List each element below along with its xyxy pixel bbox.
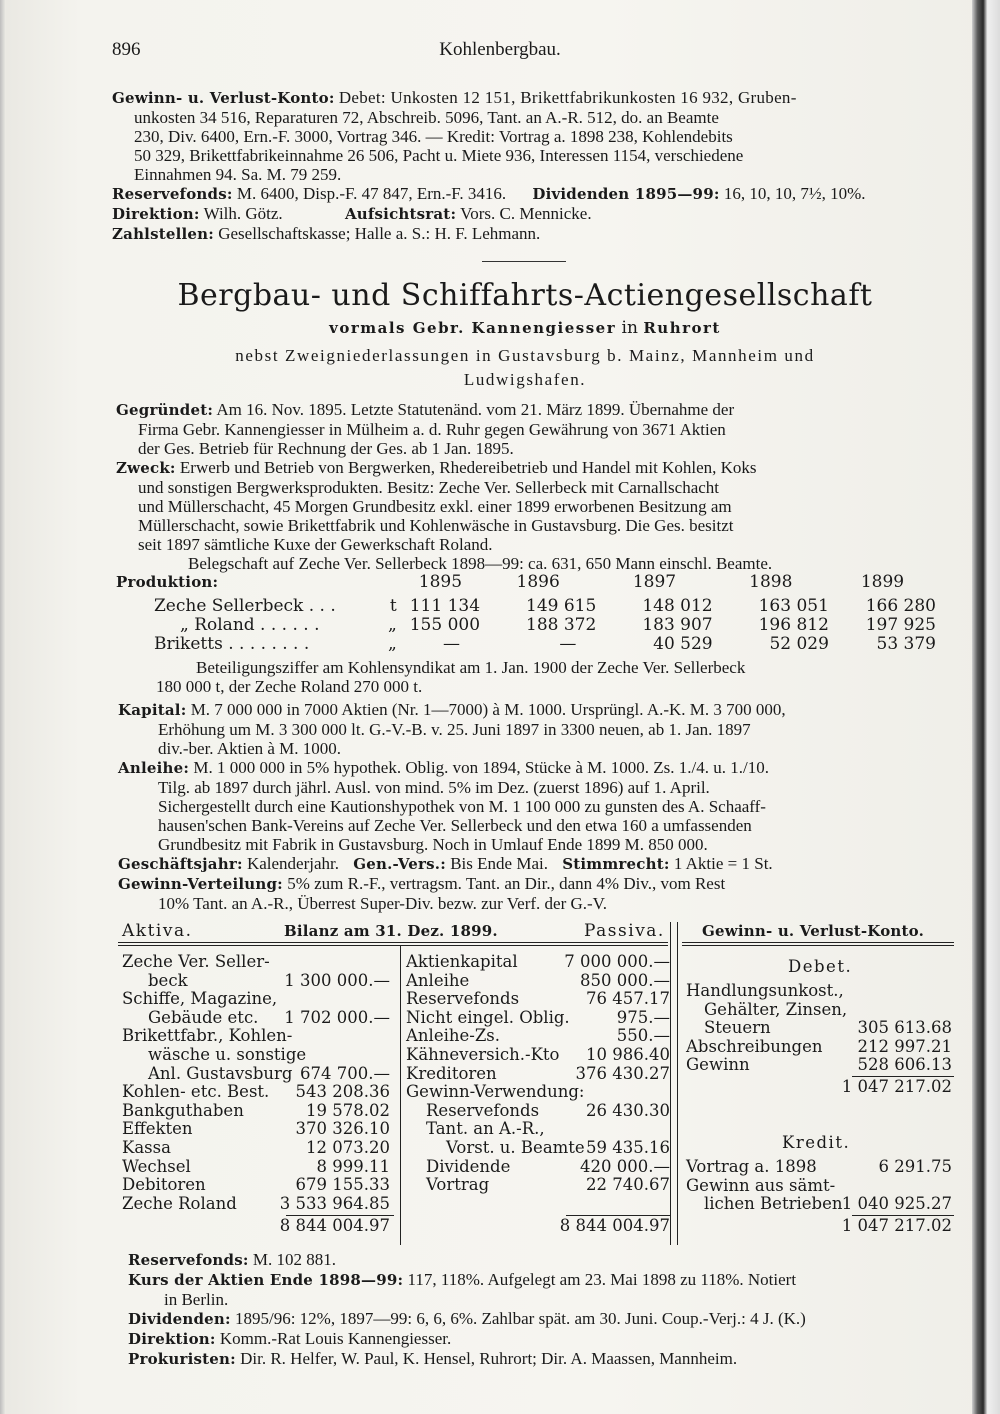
founded-line-1: Firma Gebr. Kannengiesser in Mülheim a. d. Ruhr gegen Gewährung von 3671 Aktien [138,420,726,439]
prev-res-text: M. 6400, Disp.-F. 47 847, Ern.-F. 3416. [236,184,507,203]
gv-text: Bis Ende Mai. [450,854,548,873]
passiva-item-label: Vorst. u. Beamte [446,1138,585,1157]
debet-item-value: 212 997.21 [857,1036,952,1056]
passiva-item-label: Kähneversich.-Kto [406,1045,560,1064]
passiva-item-label: Reservefonds [406,989,520,1009]
aktiva-item-label: Effekten [122,1119,193,1139]
aktiva-item-value: 1 702 000.— [284,1007,390,1027]
footer-kurs-text: 117, 118%. Aufgelegt am 23. Mai 1898 zu 118%. Notiert [407,1270,797,1289]
footer-div-text: 1895/96: 12%, 1897—99: 6, 6, 6%. Zahlbar spät. am 30. Juni. Coup.-Verj.: 4 J. (K.) [234,1309,806,1328]
debet-item-label: Gewinn [686,1055,750,1075]
aktiva-total: 8 844 004.97 [279,1216,390,1236]
passiva-item-value: 26 430.30 [586,1100,670,1120]
prev-dir-label: Direktion: [112,205,200,223]
debet-item-value: 305 613.68 [857,1018,952,1038]
production-cell: 196 812 [758,615,829,635]
footer-prok-text: Dir. R. Helfer, W. Paul, K. Hensel, Ruhrort; Dir. A. Maassen, Mannheim. [240,1349,738,1368]
aktiva-item-value: 19 578.02 [306,1100,390,1120]
production-cell: — [443,634,461,654]
prev-gv-line-0: Debet: Unkosten 12 151, Brikettfabrikunkosten 16 932, Gruben- [338,88,797,107]
kredit-total: 1 047 217.02 [841,1216,952,1236]
prev-div-label: Dividenden 1895—99: [532,185,720,203]
passiva-item-label: Anleihe-Zs. [406,1026,501,1046]
purpose-line-0: Erwerb und Betrieb von Bergwerken, Rhedereibetrieb und Handel mit Kohlen, Koks [179,458,757,477]
profit-dist-line-1: 5% zum R.-F., vertragsm. Tant. an Dir., dann 4% Div., vom Rest [287,874,726,893]
footer-kurs-text-2: in Berlin. [164,1290,229,1309]
aktiva-item-label: Zeche Roland [122,1193,237,1213]
passiva-item-label: Reservefonds [426,1100,540,1120]
production-cell: 183 907 [642,615,713,635]
aktiva-item-label: beck [148,970,188,990]
footer-res-label: Reservefonds: [128,1251,249,1269]
debet-item-label: Gehälter, Zinsen, [704,999,848,1019]
balance-gv-separator-2 [677,922,678,1245]
balance-title: Bilanz am 31. Dez. 1899. [284,922,498,940]
prev-gv-line-1: unkosten 34 516, Reparaturen 72, Abschreib. 5096, Tant. an A.-R. 512, do. an Beamte [134,108,719,127]
profit-dist-line-2: 10% Tant. an A.-R., Überrest Super-Div. bezw. zur Verf. der G.-V. [158,894,608,913]
debet-item-value: 528 606.13 [857,1055,952,1075]
production-row-name: „ Roland . . . . . . [180,615,320,635]
prev-dir-text: Wilh. Götz. [203,204,283,223]
company-branches-line-2: Ludwigshafen. [463,370,587,389]
prev-company-section [112,88,952,244]
debet-item-label: Handlungsunkost., [686,981,844,1000]
production-header-row [116,573,936,592]
passiva-item-value: 59 435.16 [586,1138,670,1157]
production-row-name: Zeche Sellerbeck . . . [154,596,336,616]
aktiva-item-label: Schiffe, Magazine, [122,989,278,1009]
gv-konto-title: Gewinn- u. Verlust-Konto. [702,922,924,940]
passiva-item-value: 76 457.17 [586,989,670,1009]
production-table [116,573,936,654]
capital-line-0: M. 7 000 000 in 7000 Aktien (Nr. 1—7000) à M. 1000. Ursprüngl. A.-K. M. 3 700 000, [190,700,786,719]
production-year: 1897 [632,572,677,592]
passiva-item-label: Aktienkapital [406,952,518,971]
footer-prok-label: Prokuristen: [128,1350,236,1368]
founded-label: Gegründet: [116,401,214,419]
production-note-line-2: 180 000 t, der Zeche Roland 270 000 t. [156,677,423,696]
passiva-item-value: 22 740.67 [586,1175,670,1195]
passiva-item-value: 10 986.40 [586,1045,670,1064]
prev-gv-line-4: Einnahmen 94. Sa. M. 79 259. [134,165,342,184]
production-row [116,635,936,654]
prev-res-label: Reservefonds: [112,185,233,203]
production-row [116,616,936,635]
prev-ar-text: Vors. C. Mennicke. [460,204,592,223]
production-row-unit: t [389,596,397,616]
prev-ar-label: Aufsichtsrat: [344,205,457,223]
debet-total: 1 047 217.02 [841,1077,952,1096]
debet-label: Debet. [788,957,853,976]
capital-line-2: div.-ber. Aktien à M. 1000. [158,739,342,758]
production-cell: 40 529 [653,634,713,654]
aktiva-item-label: Debitoren [122,1175,206,1195]
production-note [116,658,956,696]
footer-div-label: Dividenden: [128,1310,231,1328]
passiva-item-value: 420 000.— [580,1156,670,1176]
aktiva-item-value: 679 155.33 [295,1175,390,1195]
fiscal-label: Geschäftsjahr: [118,855,243,873]
production-row [116,597,936,616]
passiva-item-value: 975.— [616,1007,670,1027]
page-number: 896 [112,39,141,60]
balance-header-rule-2 [118,945,668,946]
stimm-label: Stimmrecht: [562,855,670,873]
footer-res-text: M. 102 881. [252,1250,336,1269]
production-cell: 155 000 [409,615,481,635]
footer-section [128,1250,958,1369]
balance-header-rule [118,942,668,943]
loan-line-3: hausen'schen Bank-Vereins auf Zeche Ver. Sellerbeck und den etwa 160 a umfassenden [158,816,752,835]
loan-line-4: Grundbesitz mit Fabrik in Gustavsburg. Noch in Umlauf Ende 1899 M. 850 000. [158,835,708,854]
production-cell: 52 029 [769,634,829,654]
aktiva-item-value: 3 533 964.85 [279,1193,390,1213]
gv-label: Gen.-Vers.: [353,855,446,873]
company-subtitle-former: vormals Gebr. Kannengiesser [329,319,617,337]
production-year: 1898 [749,572,793,592]
passiva-total: 8 844 004.97 [559,1216,670,1236]
aktiva-item-label: Zeche Ver. Seller- [122,952,270,971]
prev-zahl-text: Gesellschaftskasse; Halle a. S.: H. F. Lehmann. [218,224,541,243]
purpose-line-2: und Müllerschacht, 45 Morgen Grundbesitz exkl. einer 1899 erworbenen Besitzung am [138,497,732,516]
prev-gv-label: Gewinn- u. Verlust-Konto: [112,89,335,107]
production-year: 1896 [516,572,560,592]
passiva-item-label: Dividende [426,1156,511,1176]
production-cell: 197 925 [865,615,936,635]
gv-header-rule [682,942,954,943]
passiva-item-label: Nicht eingel. Oblig. [406,1007,570,1027]
passiva-item-value: 7 000 000.— [564,952,670,971]
passiva-item-value: 550.— [616,1026,670,1046]
passiva-item-label: Gewinn-Verwendung: [406,1082,585,1102]
production-cell: 111 134 [409,596,481,616]
aktiva-item-label: Kassa [122,1138,171,1157]
loan-line-0: M. 1 000 000 in 5% hypothek. Oblig. von 1894, Stücke à M. 1000. Zs. 1./4. u. 1./10. [193,758,769,777]
purpose-label: Zweck: [116,459,176,477]
aktiva-label: Aktiva. [122,921,193,941]
balance-gv-separator [670,922,671,1245]
production-row-unit: „ [387,615,397,635]
founded-line-2: der Ges. Betrieb für Rechnung der Ges. ab 1 Jan. 1895. [138,439,514,458]
loan-line-2: Sichergestellt durch eine Kautionshypothek von M. 1 100 000 zu gunsten des A. Schaaff- [158,797,766,816]
kredit-label: Kredit. [782,1133,851,1152]
aktiva-item-value: 1 300 000.— [284,970,390,990]
production-note-line-1: Beteiligungsziffer am Kohlensyndikat am 1. Jan. 1900 der Zeche Ver. Sellerbeck [196,658,746,677]
founded-section [116,400,956,573]
company-title: Bergbau- und Schiffahrts-Actiengesellschaft [177,278,873,313]
running-title: Kohlenbergbau. [439,39,561,60]
footer-kurs-label: Kurs der Aktien Ende 1898—99: [128,1271,404,1289]
company-branches-line-1: nebst Zweigniederlassungen in Gustavsburg b. Mainz, Mannheim und [235,346,815,365]
aktiva-item-value: 674 700.— [300,1063,390,1083]
passiva-item-label: Tant. an A.-R., [426,1119,545,1139]
purpose-line-3: Müllerschacht, sowie Brikettfabrik und Kohlenwäsche in Gustavsburg. Die Ges. besitzt [138,516,734,535]
capital-line-1: Erhöhung um M. 3 300 000 lt. G.-V.-B. v. 25. Juni 1897 in 3300 neuen, ab 1. Jan. 1897 [158,720,751,739]
aktiva-item-label: Wechsel [122,1156,191,1176]
passiva-item-value: 376 430.27 [575,1063,670,1083]
kredit-item-label: lichen Betrieben [704,1194,843,1214]
prev-div-text: 16, 10, 10, 7½, 10%. [723,184,866,203]
aktiva-item-label: Anl. Gustavsburg [148,1063,293,1083]
production-cell: 149 615 [526,596,597,616]
capital-section [118,700,958,913]
company-subtitle [0,318,1000,338]
aktiva-item-label: Gebäude etc. [148,1007,259,1027]
production-row-name: Briketts . . . . . . . . [154,634,310,654]
passiva-item-label: Anleihe [406,970,470,990]
production-year: 1899 [860,572,905,592]
aktiva-item-label: Kohlen- etc. Best. [122,1082,270,1102]
section-separator [482,261,566,262]
kredit-item-value: 6 291.75 [878,1157,952,1176]
balance-mid-rule [400,945,401,1245]
founded-line-0: Am 16. Nov. 1895. Letzte Statutenänd. vom 21. März 1899. Übernahme der [216,400,735,419]
capital-label: Kapital: [118,701,187,719]
stimm-text: 1 Aktie = 1 St. [673,854,773,873]
production-row-unit: „ [387,634,397,654]
kredit-item-label: Vortrag a. 1898 [686,1157,817,1176]
debet-item-label: Steuern [704,1018,771,1038]
purpose-line-5: Belegschaft auf Zeche Ver. Sellerbeck 1898—99: ca. 631, 650 Mann einschl. Beamte. [188,554,773,573]
aktiva-item-value: 8 999.11 [316,1156,390,1176]
debet-item-label: Abschreibungen [686,1036,823,1056]
production-label: Produktion: [116,573,219,591]
production-cell: 148 012 [642,596,713,616]
kredit-item-value: 1 040 925.27 [841,1194,952,1214]
purpose-line-4: seit 1897 sämtliche Kuxe der Gewerkschaft Roland. [138,535,493,554]
aktiva-item-label: wäsche u. sonstige [148,1045,307,1064]
aktiva-item-label: Brikettfabr., Kohlen- [122,1026,293,1046]
production-year: 1895 [418,572,463,592]
passiva-item-value: 850 000.— [580,970,670,990]
footer-dir-text: Komm.-Rat Louis Kannengiesser. [219,1329,452,1348]
passiva-item-label: Kreditoren [406,1063,497,1083]
footer-dir-label: Direktion: [128,1330,216,1348]
production-cell: 53 379 [876,634,936,654]
production-cell: 163 051 [758,596,829,616]
page-right-edge [972,0,1000,1414]
kredit-item-label: Gewinn aus sämt- [686,1175,836,1195]
purpose-line-1: und sonstigen Bergwerksprodukten. Besitz: Zeche Ver. Sellerbeck mit Carnallschacht [138,478,720,497]
passiva-item-label: Vortrag [426,1175,490,1195]
fiscal-text: Kalenderjahr. [246,854,339,873]
company-subtitle-in: in [621,318,638,338]
loan-line-1: Tilg. ab 1897 durch jährl. Ausl. von mind. 5% im Dez. (zuerst 1896) auf 1. April. [158,778,710,797]
company-subtitle-place: Ruhrort [643,319,721,337]
aktiva-item-value: 12 073.20 [306,1138,390,1157]
aktiva-item-value: 543 208.36 [295,1082,390,1102]
page-left-edge [0,0,6,1414]
production-cell: — [559,634,577,654]
aktiva-item-label: Bankguthaben [122,1100,244,1120]
gv-header-rule-2 [682,945,954,946]
prev-zahl-label: Zahlstellen: [112,225,214,243]
aktiva-item-value: 370 326.10 [295,1119,390,1139]
loan-label: Anleihe: [118,759,190,777]
production-cell: 166 280 [865,596,936,616]
prev-gv-line-3: 50 329, Brikettfabrikeinnahme 26 506, Pacht u. Miete 936, Interessen 1154, verschiedene [134,146,744,165]
profit-dist-label: Gewinn-Verteilung: [118,875,283,893]
production-cell: 188 372 [526,615,597,635]
prev-gv-line-2: 230, Div. 6400, Ern.-F. 3000, Vortrag 346. — Kredit: Vortrag a. 1898 238, Kohlendebits [134,127,733,146]
passiva-label: Passiva. [584,921,665,941]
